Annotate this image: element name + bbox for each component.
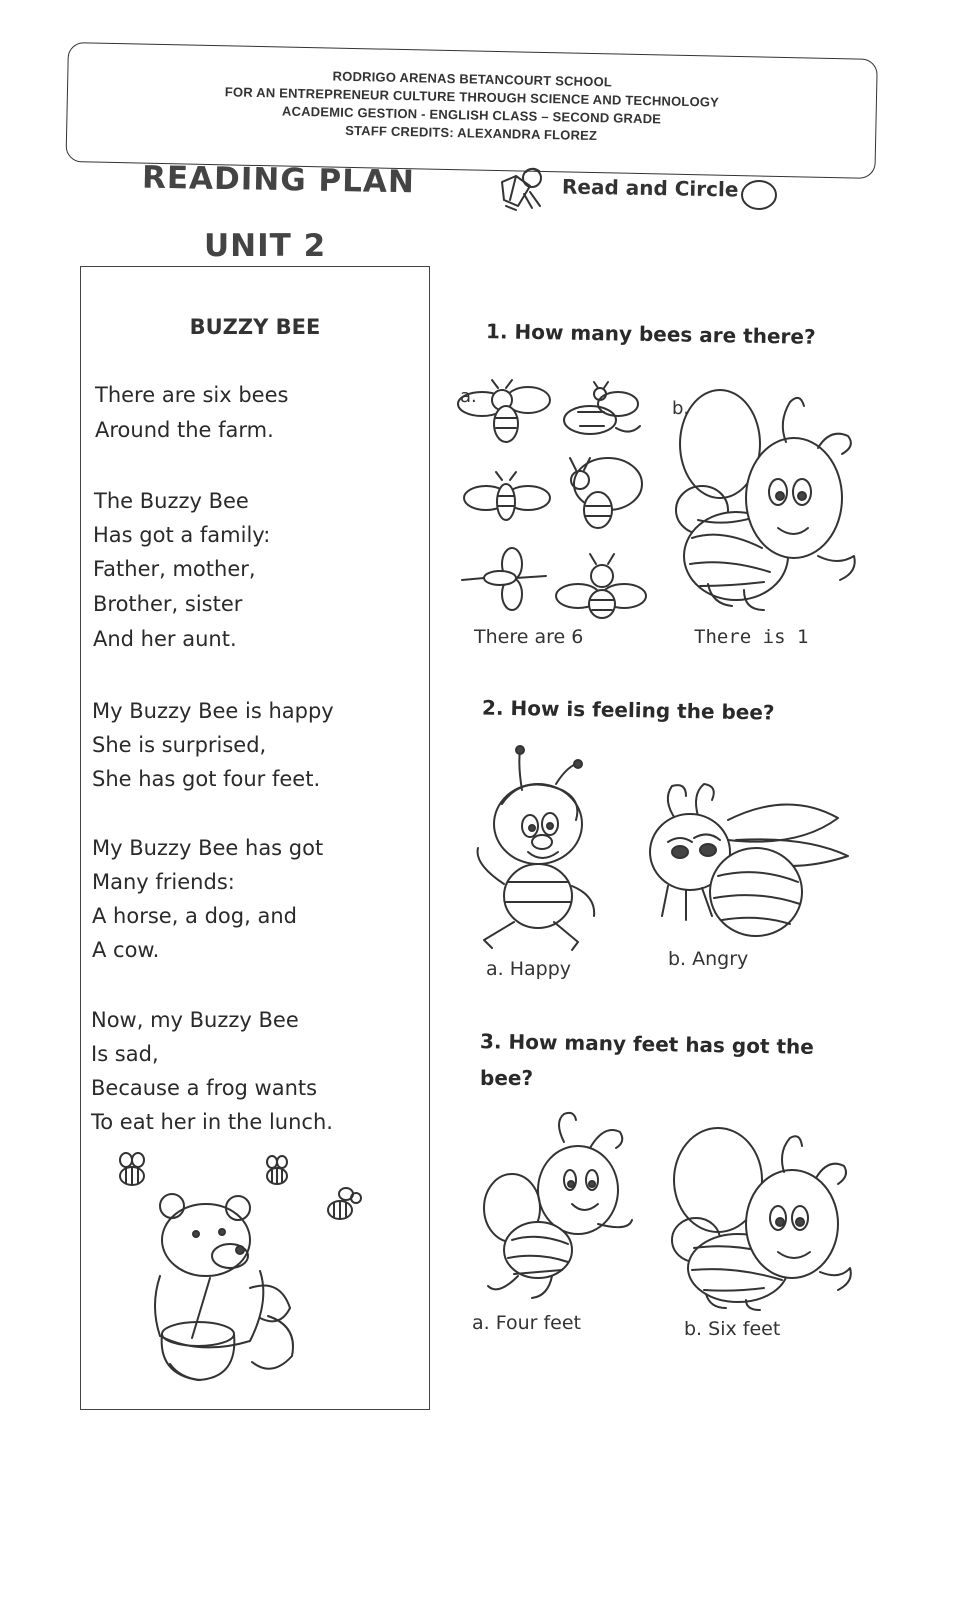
answer-a: There are 6 (474, 626, 584, 648)
angry-bee-drawing (628, 780, 854, 948)
poem-line: And her aunt. (93, 627, 237, 651)
poem-line: Now, my Buzzy Bee (91, 1008, 299, 1032)
school-motto: FOR AN ENTREPRENEUR CULTURE THROUGH SCIENCE AND TECHNOLOGY (224, 84, 720, 110)
six-feet-bee-drawing (662, 1124, 858, 1310)
bee-drawing (558, 450, 648, 534)
poem-line: Is sad, (91, 1042, 159, 1066)
staff-credits: STAFF CREDITS: ALEXANDRA FLOREZ (345, 122, 598, 144)
poem-line: A horse, a dog, and (92, 904, 297, 928)
poem-line: To eat her in the lunch. (91, 1110, 333, 1134)
page-title: READING PLAN (141, 159, 416, 201)
bee-drawing (554, 552, 648, 622)
school-header-box (65, 42, 877, 179)
reading-icon (496, 164, 550, 214)
circle-icon (740, 178, 780, 212)
option-b-letter: b. (672, 398, 690, 419)
answer-b: There is 1 (694, 626, 809, 648)
bee-drawing (456, 378, 552, 450)
small-bee-illustration (112, 1150, 152, 1190)
option-a-letter: a. (460, 386, 477, 407)
big-bee-drawing (668, 388, 858, 614)
question-2: 2. How is feeling the bee? (481, 695, 775, 725)
happy-bee-drawing (468, 744, 604, 954)
poem-line: Because a frog wants (91, 1076, 318, 1100)
answer-b: b. Angry (668, 948, 749, 970)
answer-a: a. Happy (486, 958, 572, 980)
class-info: ACADEMIC GESTION - ENGLISH CLASS – SECOND GRADE (281, 103, 662, 127)
question-1: 1. How many bees are there? (485, 319, 816, 349)
poem-line: Around the farm. (95, 418, 274, 442)
unit-title: UNIT 2 (204, 228, 327, 264)
answer-b: b. Six feet (684, 1318, 781, 1340)
poem-title: BUZZY BEE (189, 315, 321, 339)
poem-line: She has got four feet. (92, 767, 321, 791)
poem-line: There are six bees (95, 383, 289, 407)
question-3: 3. How many feet has got the (479, 1029, 815, 1059)
bee-drawing (560, 380, 648, 452)
poem-line: Has got a family: (93, 523, 271, 547)
poem-line: My Buzzy Bee is happy (92, 699, 334, 723)
bee-drawing (460, 546, 552, 612)
small-bee-illustration (260, 1154, 294, 1188)
poem-line: Brother, sister (93, 592, 243, 616)
poem-line: Father, mother, (93, 557, 256, 581)
bear-with-honey-pot-illustration (150, 1188, 310, 1393)
four-feet-bee-drawing (478, 1108, 638, 1308)
poem-line: The Buzzy Bee (94, 489, 249, 513)
poem-line: My Buzzy Bee has got (92, 836, 324, 860)
poem-line: Many friends: (92, 870, 235, 894)
instruction-label: Read and Circle (561, 174, 739, 202)
poem-line: A cow. (92, 938, 160, 962)
school-name: RODRIGO ARENAS BETANCOURT SCHOOL (332, 68, 613, 90)
bee-drawing (462, 470, 552, 530)
poem-line: She is surprised, (92, 733, 267, 757)
small-bee-illustration (322, 1186, 362, 1226)
answer-a: a. Four feet (472, 1312, 582, 1334)
question-3-continued: bee? (480, 1066, 534, 1090)
